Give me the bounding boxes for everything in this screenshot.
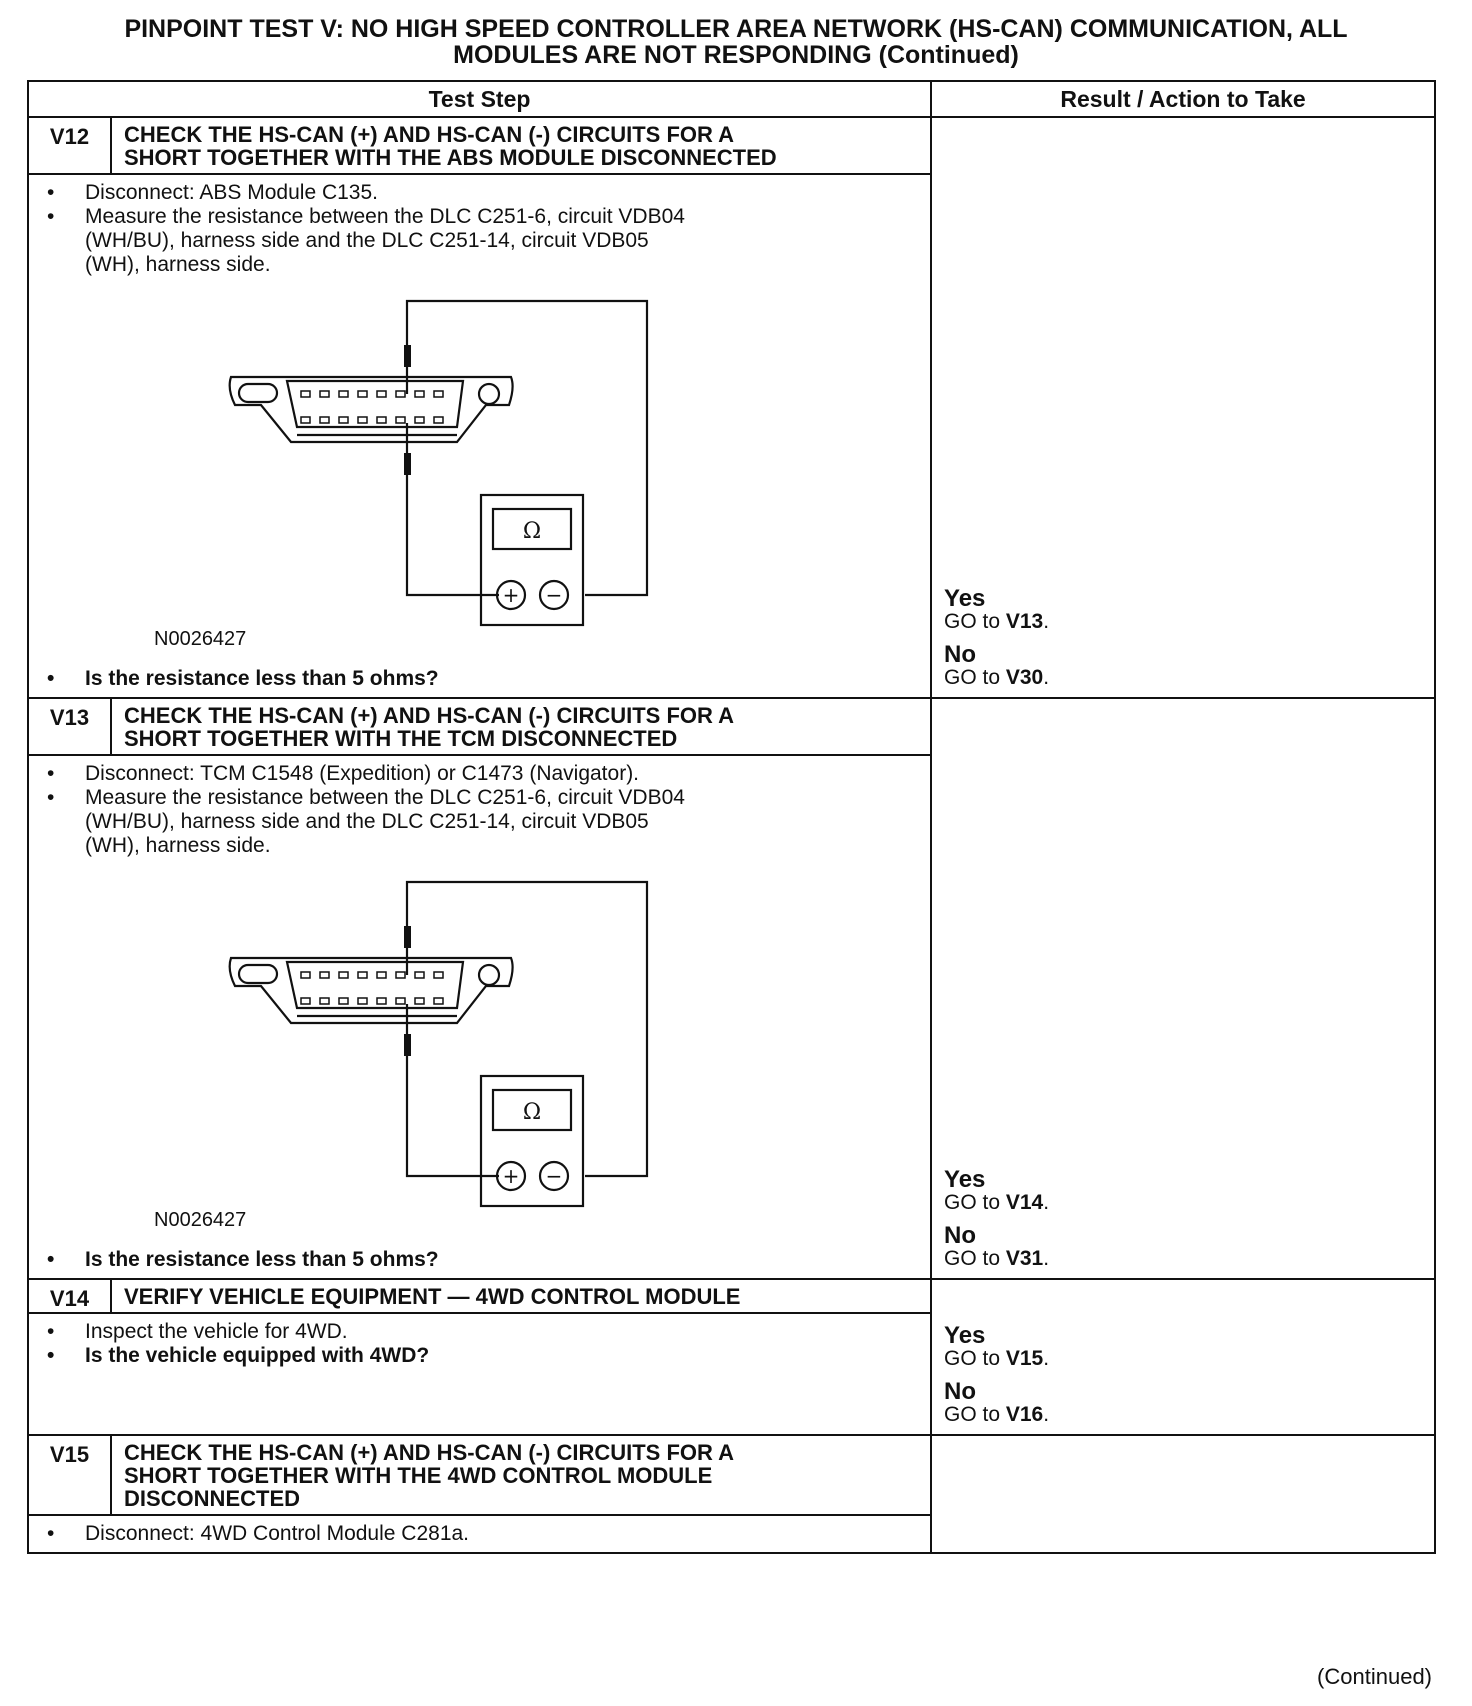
step-heading: CHECK THE HS-CAN (+) AND HS-CAN (-) CIRCUITS FOR A SHORT TOGETHER WITH THE ABS MODULE DISCONNECTED — [111, 117, 931, 174]
no-action: GO to V31. — [944, 1247, 1050, 1270]
pin-bottom — [434, 998, 443, 1004]
plus-sign: + — [502, 583, 520, 607]
pin-top — [377, 972, 386, 978]
mount-hole — [479, 965, 499, 985]
pin-bottom — [396, 998, 405, 1004]
pin-top — [339, 391, 348, 397]
pin-top — [396, 972, 405, 978]
pin-top — [434, 972, 443, 978]
pin-top — [415, 972, 424, 978]
step-heading: VERIFY VEHICLE EQUIPMENT — 4WD CONTROL MODULE — [111, 1279, 931, 1313]
pin-bottom — [358, 417, 367, 423]
yes-action: GO to V14. — [944, 1191, 1050, 1214]
probe-tip-bottom — [404, 1034, 411, 1056]
mount-slot — [239, 965, 277, 983]
pin-top — [358, 972, 367, 978]
no-label: No — [944, 1378, 977, 1405]
pin-bottom — [301, 417, 310, 423]
pin-bottom — [434, 417, 443, 423]
yes-label: Yes — [944, 1322, 986, 1349]
wire-positive — [407, 1004, 499, 1176]
no-action: GO to V16. — [944, 1403, 1050, 1426]
pinpoint-test-table — [27, 80, 1436, 1554]
step-result — [931, 698, 1435, 1279]
step-v13-heading-row — [28, 698, 1435, 755]
pin-top — [301, 391, 310, 397]
question-item: • Is the vehicle equipped with 4WD? — [47, 1344, 430, 1367]
dlc-connector-icon — [230, 958, 513, 1023]
pin-top — [301, 972, 310, 978]
step-v15-heading-row — [28, 1435, 1435, 1515]
pin-top — [377, 391, 386, 397]
step-v12-heading-row — [28, 117, 1435, 174]
no-label: No — [944, 1222, 977, 1249]
question-item: • Is the resistance less than 5 ohms? — [47, 667, 439, 690]
bullet-item: • Measure the resistance between the DLC C251-6, circuit VDB04 (WH/BU), harness side and the DLC C251-14, circuit VDB05 (WH), harness side. — [47, 205, 685, 276]
header-test-step: Test Step — [28, 81, 931, 117]
step-heading: CHECK THE HS-CAN (+) AND HS-CAN (-) CIRCUITS FOR A SHORT TOGETHER WITH THE 4WD CONTROL MODULE DISCONNECTED — [111, 1435, 931, 1515]
ohm-symbol: Ω — [522, 1100, 542, 1125]
bullet-item: • Disconnect: TCM C1548 (Expedition) or C1473 (Navigator). — [47, 762, 640, 785]
pin-bottom — [415, 417, 424, 423]
pin-bottom — [377, 417, 386, 423]
step-result — [931, 1435, 1435, 1553]
plus-sign: + — [502, 1164, 520, 1188]
table-header-row — [28, 81, 1435, 117]
minus-sign: − — [545, 583, 563, 607]
mount-hole — [479, 384, 499, 404]
pin-top — [358, 391, 367, 397]
no-label: No — [944, 641, 977, 668]
pin-bottom — [396, 417, 405, 423]
mount-slot — [239, 384, 277, 402]
probe-tip-bottom — [404, 453, 411, 475]
probe-wires — [404, 301, 647, 595]
wire-negative — [407, 882, 647, 1176]
step-v14-heading-row — [28, 1279, 1435, 1313]
pin-top — [415, 391, 424, 397]
continued-label: (Continued) — [1317, 1664, 1432, 1689]
probe-tip-top — [404, 345, 411, 367]
ohmmeter-icon — [481, 1076, 583, 1206]
dlc-resistance-diagram — [39, 858, 920, 1248]
step-heading: CHECK THE HS-CAN (+) AND HS-CAN (-) CIRCUITS FOR A SHORT TOGETHER WITH THE TCM DISCONNECTED — [111, 698, 931, 755]
probe-tip-top — [404, 926, 411, 948]
step-body — [28, 755, 931, 1279]
step-id: V14 — [28, 1279, 111, 1313]
pin-bottom — [358, 998, 367, 1004]
probe-wires — [404, 882, 647, 1176]
figure-id: N0026427 — [154, 1209, 247, 1231]
bullet-item: • Inspect the vehicle for 4WD. — [47, 1320, 348, 1343]
bullet-item: • Disconnect: ABS Module C135. — [47, 181, 378, 204]
dlc-meter-diagram-svg — [39, 277, 859, 667]
bullet-item: • Measure the resistance between the DLC C251-6, circuit VDB04 (WH/BU), harness side and the DLC C251-14, circuit VDB05 (WH), harness side. — [47, 786, 685, 857]
minus-sign: − — [545, 1164, 563, 1188]
pin-top — [396, 391, 405, 397]
pin-top — [434, 391, 443, 397]
figure-id: N0026427 — [154, 628, 247, 650]
wire-negative — [407, 301, 647, 595]
question-item: • Is the resistance less than 5 ohms? — [47, 1248, 439, 1271]
step-result — [931, 117, 1435, 698]
dlc-meter-diagram-svg — [39, 858, 859, 1248]
connector-shell — [230, 377, 513, 442]
yes-action: GO to V13. — [944, 610, 1050, 633]
meter-case — [481, 1076, 583, 1206]
dlc-connector-icon — [230, 377, 513, 442]
pin-top — [339, 972, 348, 978]
pin-bottom — [301, 998, 310, 1004]
pin-bottom — [377, 998, 386, 1004]
step-body — [28, 1313, 931, 1435]
yes-label: Yes — [944, 1166, 986, 1193]
ohmmeter-icon — [481, 495, 583, 625]
pin-top — [320, 972, 329, 978]
header-result: Result / Action to Take — [931, 81, 1435, 117]
step-result — [931, 1279, 1435, 1435]
page-title: PINPOINT TEST V: NO HIGH SPEED CONTROLLER AREA NETWORK (HS-CAN) COMMUNICATION, ALL MODULES ARE NOT RESPONDING (Continued) — [124, 15, 1348, 69]
connector-body — [287, 381, 463, 427]
meter-case — [481, 495, 583, 625]
yes-label: Yes — [944, 585, 986, 612]
dlc-resistance-diagram — [39, 277, 920, 667]
pin-top — [320, 391, 329, 397]
connector-body — [287, 962, 463, 1008]
bullet-item: • Disconnect: 4WD Control Module C281a. — [47, 1522, 470, 1545]
ohm-symbol: Ω — [522, 519, 542, 544]
wire-positive — [407, 423, 499, 595]
step-id: V12 — [28, 117, 111, 174]
step-id: V15 — [28, 1435, 111, 1515]
yes-action: GO to V15. — [944, 1347, 1050, 1370]
pin-bottom — [320, 417, 329, 423]
step-id: V13 — [28, 698, 111, 755]
no-action: GO to V30. — [944, 666, 1050, 689]
connector-shell — [230, 958, 513, 1023]
pin-bottom — [320, 998, 329, 1004]
step-body — [28, 1515, 931, 1553]
pin-bottom — [339, 417, 348, 423]
pin-bottom — [415, 998, 424, 1004]
pin-bottom — [339, 998, 348, 1004]
step-body — [28, 174, 931, 698]
